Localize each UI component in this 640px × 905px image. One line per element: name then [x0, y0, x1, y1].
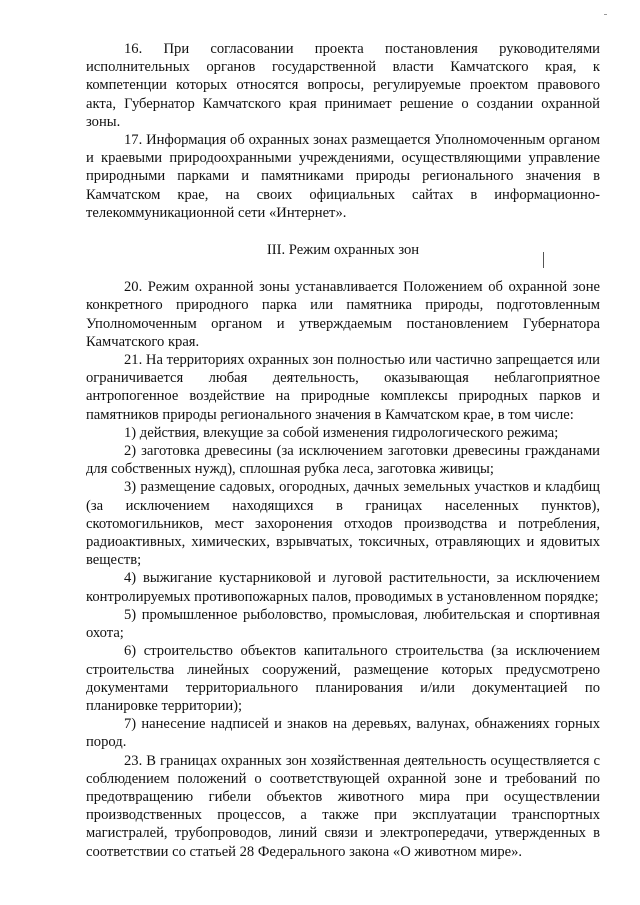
- section-heading: III. Режим охранных зон: [266, 242, 420, 259]
- document-body: [86, 40, 600, 861]
- list-item-2: 2) заготовка древесины (за исключением заготовки древесины гражданами для собственных нужд), сплошная рубка леса, заготовка живицы;: [86, 443, 600, 478]
- paragraph-20: 20. Режим охранной зоны устанавливается Положением об охранной зоне конкретного природного парка или памятника природы, подготовленным Уполномоченным органом и утверждаемым постановлением Губернатора Камчатского края.: [86, 279, 600, 350]
- paragraph-21: 21. На территориях охранных зон полностью или частично запрещается или ограничивается любая деятельность, оказывающая неблагоприятное антропогенное воздействие на природные комплексы природных парков и памятников природы регионального значения в Камчатском крае, в том числе:: [86, 352, 600, 423]
- list-item-1: 1) действия, влекущие за собой изменения гидрологического режима;: [124, 424, 559, 441]
- list-item-5: 5) промышленное рыболовство, промысловая, любительская и спортивная охота;: [86, 606, 600, 642]
- paragraph-23: 23. В границах охранных зон хозяйственная деятельность осуществляется с соблюдением положений о соответствующей охранной зоне и требований по предотвращению гибели объектов животного мира при осуществлении производственных процессов, а также при эксплуатации транспортных магистралей, трубопроводов, линий связи и электропередачи, утвержденных в соответствии со статьей 28 Федерального закона «О животном мире».: [86, 752, 600, 860]
- list-item-7: 7) нанесение надписей и знаков на деревьях, валунах, обнажениях горных пород.: [86, 716, 600, 751]
- list-item-6: 6) строительство объектов капитального строительства (за исключением строительства линейных сооружений, размещение которых предусмотрено документами территориального планирования и/или документацией по планировке территории);: [86, 643, 600, 714]
- paragraph-17: 17. Информация об охранных зонах размещается Уполномоченным органом и краевыми природоохранными учреждениями, осуществляющими управление природными парками и памятниками природы регионального значения в Камчатском крае, на своих официальных сайтах в информационно-телекоммуникационной сети «Интернет».: [86, 132, 600, 221]
- list-item-4: 4) выжигание кустарниковой и луговой растительности, за исключением контролируемых противопожарных палов, проводимых в установленном порядке;: [86, 570, 600, 605]
- paragraph-16: 16. При согласовании проекта постановления руководителями исполнительных органов государственной власти Камчатского края, к компетенции которых относятся вопросы, регулируемые проектом правового акта, Губернатор Камчатского края принимает решение о создании охранной зоны.: [86, 41, 600, 130]
- scan-corner-mark: [604, 14, 607, 15]
- list-item-3: 3) размещение садовых, огородных, дачных земельных участков и кладбищ (за исключением находящихся в границах населенных пунктов), скотомогильников, мест захоронения отходов производства и потребления, радиоактивных, химических, взрывчатых, токсичных, отравляющих и ядовитых веществ;: [86, 479, 600, 569]
